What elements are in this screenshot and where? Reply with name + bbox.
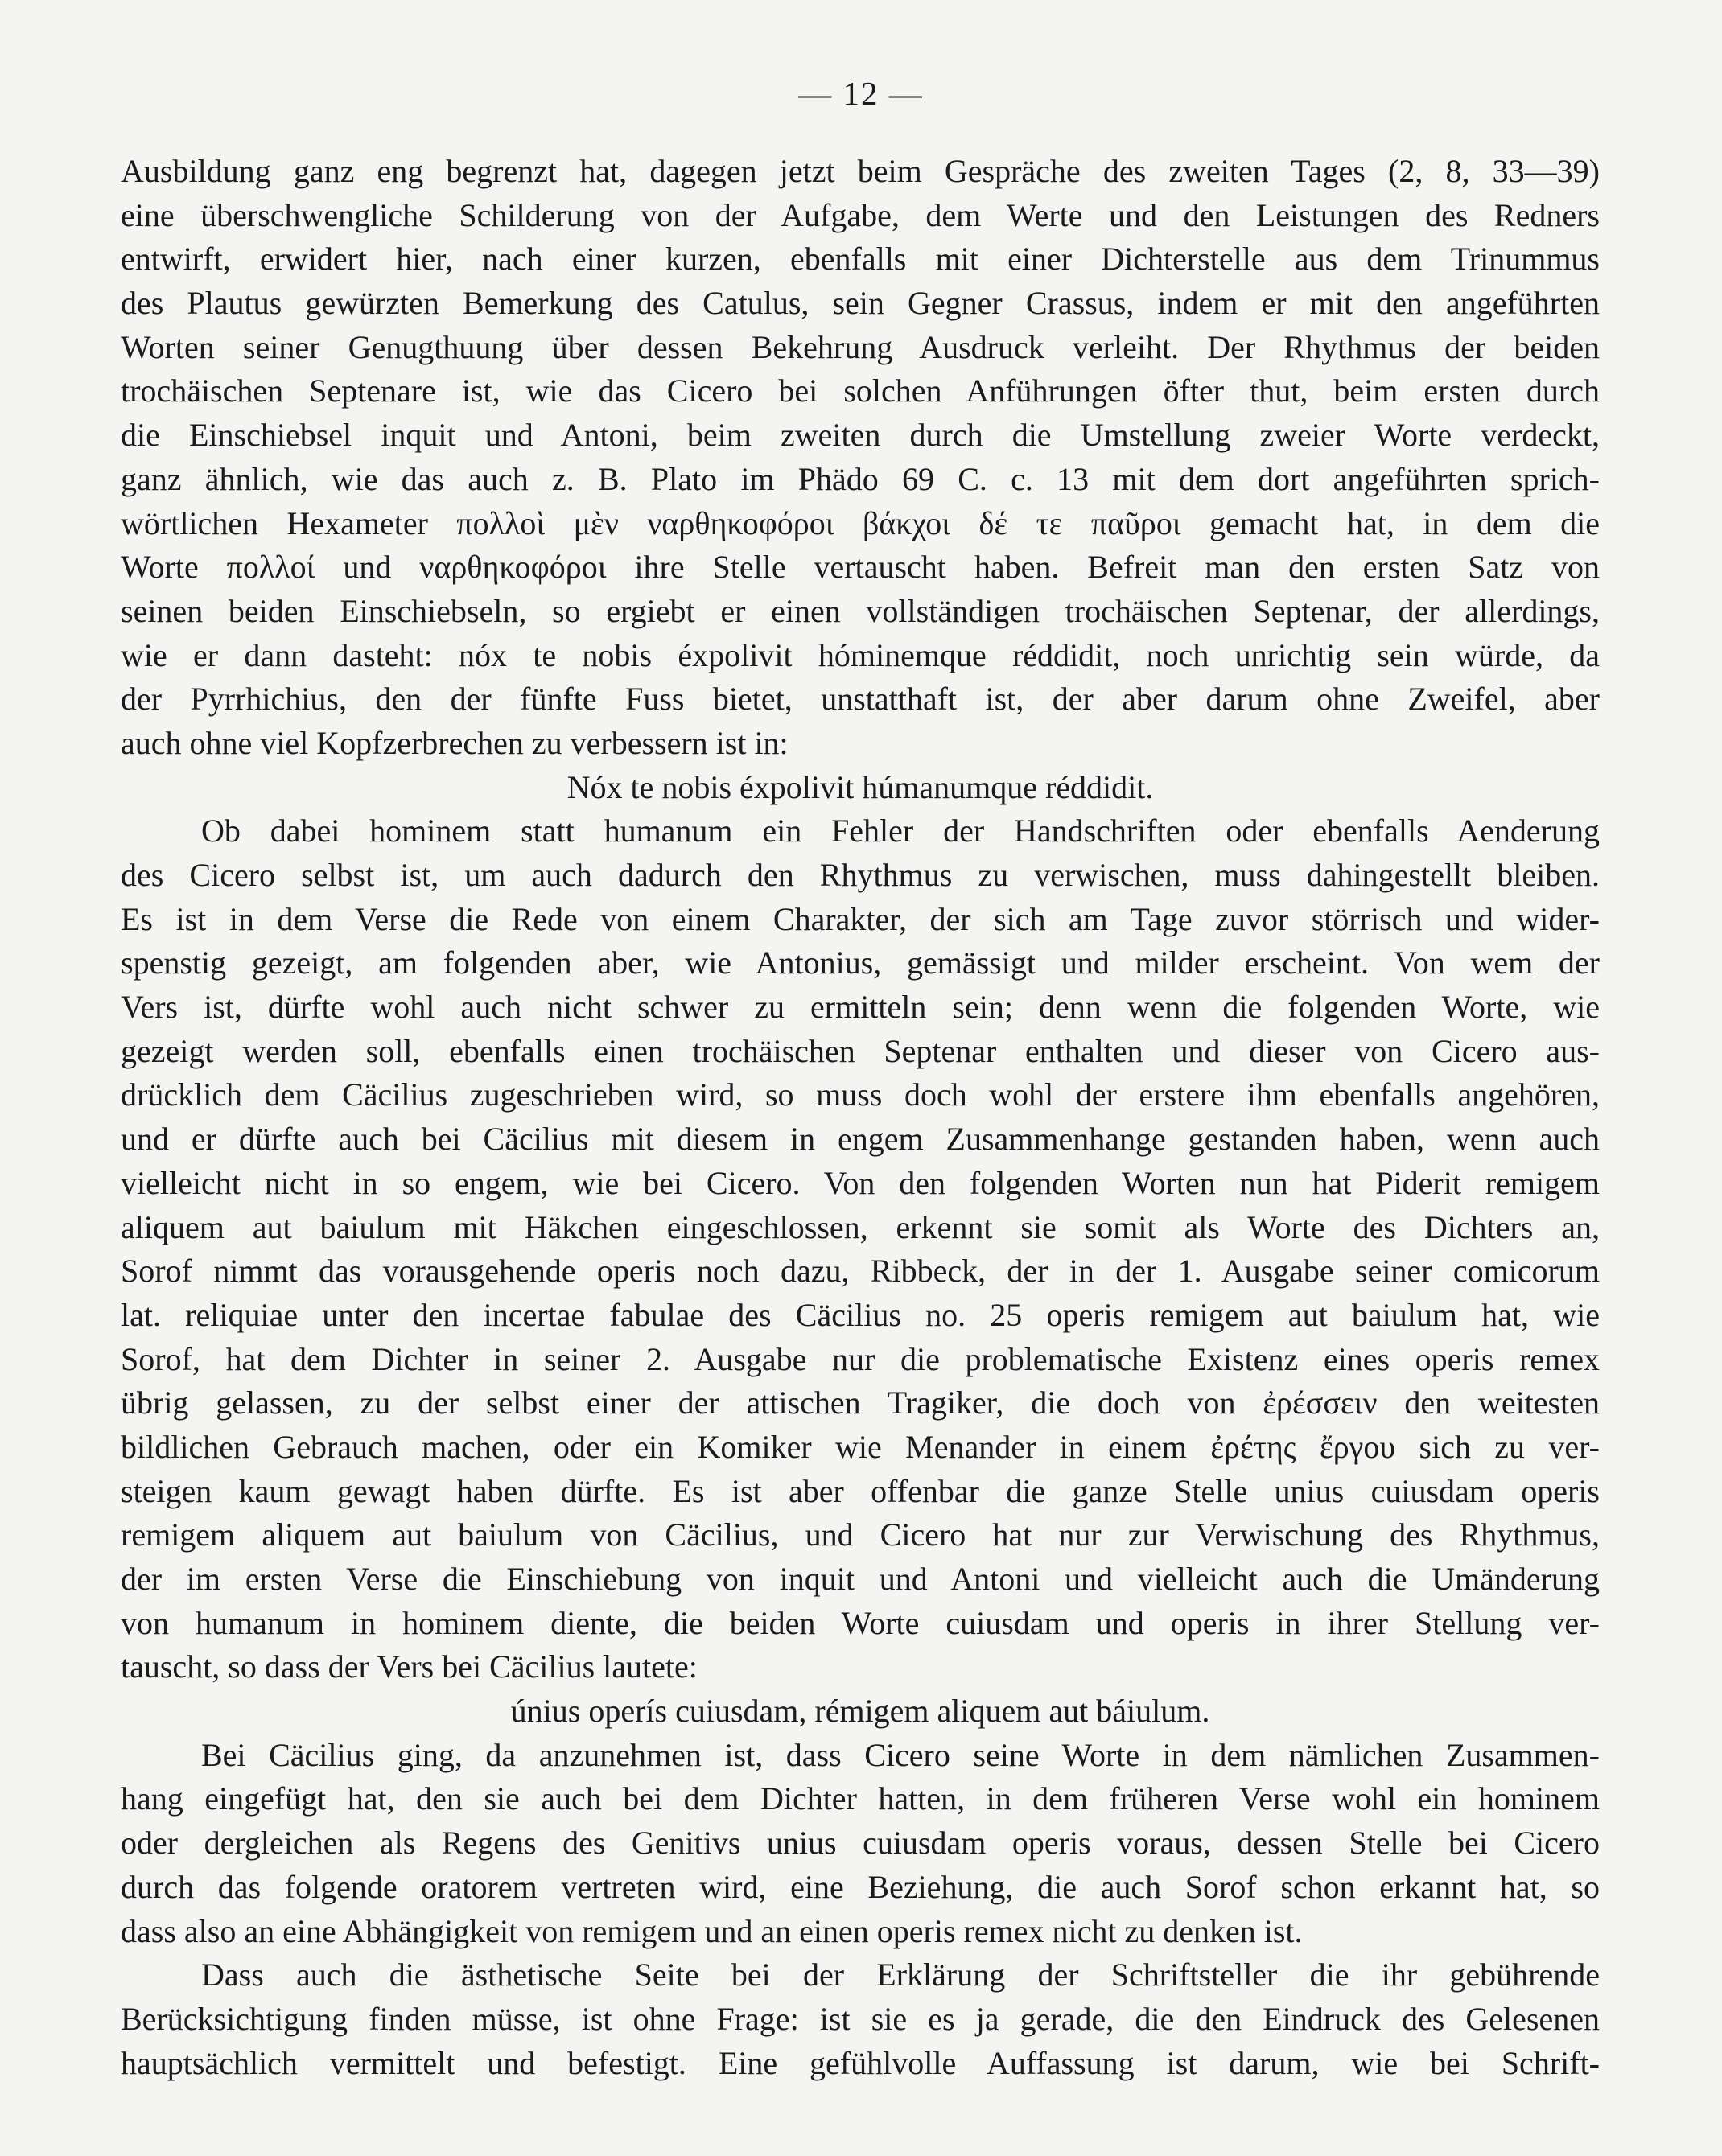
verse-quotation-line: Nóx te nobis éxpolivit húmanumque réddidit. [566, 768, 1154, 805]
text-line: bildlichen Gebrauch machen, oder ein Komiker wie Menander in einem ἐρέτης ἔργου sich zu ver- [121, 1428, 1600, 1465]
text-line: entwirft, erwidert hier, nach einer kurzen, ebenfalls mit einer Dichterstelle aus dem Trinummus [121, 241, 1600, 278]
text-line: von humanum in hominem diente, die beiden Worte cuiusdam und operis in ihrer Stellung ver- [121, 1604, 1600, 1641]
text-line: oder dergleichen als Regens des Genitivs unius cuiusdam operis voraus, dessen Stelle bei Cicero [121, 1825, 1600, 1862]
text-line: des Plautus gewürzten Bemerkung des Catulus, sein Gegner Crassus, indem er mit den angeführten [121, 285, 1600, 322]
text-line: Es ist in dem Verse die Rede von einem Charakter, der sich am Tage zuvor störrisch und wider- [121, 900, 1600, 937]
text-line: Sorof nimmt das vorausgehende operis noch dazu, Ribbeck, der in der 1. Ausgabe seiner comicorum [121, 1253, 1600, 1290]
text-line: Worten seiner Genugthuung über dessen Bekehrung Ausdruck verleiht. Der Rhythmus der beiden [121, 328, 1600, 365]
text-line: eine überschwengliche Schilderung von der Aufgabe, dem Werte und den Leistungen des Redners [121, 196, 1600, 233]
text-line: Berücksichtigung finden müsse, ist ohne Frage: ist sie es ja gerade, die den Eindruck des Gelesenen [121, 2000, 1600, 2037]
text-line: lat. reliquiae unter den incertae fabulae des Cäcilius no. 25 operis remigem aut baiulum hat, wie [121, 1296, 1600, 1333]
text-line: hang eingefügt hat, den sie auch bei dem Dichter hatten, in dem früheren Verse wohl ein hominem [121, 1780, 1600, 1817]
verse-quotation-line: únius operís cuiusdam, rémigem aliquem aut báiulum. [510, 1693, 1210, 1730]
text-line: durch das folgende oratorem vertreten wird, eine Beziehung, die auch Sorof schon erkannt hat, so [121, 1868, 1600, 1905]
text-line: seinen beiden Einschiebseln, so ergiebt er einen vollständigen trochäischen Septenar, der allerdings, [121, 592, 1600, 629]
text-line: gezeigt werden soll, ebenfalls einen trochäischen Septenar enthalten und dieser von Cicero aus- [121, 1032, 1600, 1069]
text-line: trochäischen Septenare ist, wie das Cicero bei solchen Anführungen öfter thut, beim ersten durch [121, 372, 1600, 409]
text-line: Worte πολλοί und ναρθηκοφόροι ihre Stelle vertauscht haben. Befreit man den ersten Satz von [121, 549, 1600, 586]
text-line: die Einschiebsel inquit und Antoni, beim zweiten durch die Umstellung zweier Worte verdeckt, [121, 417, 1600, 454]
text-line: hauptsächlich vermittelt und befestigt. Eine gefühlvolle Auffassung ist darum, wie bei Schrift- [121, 2044, 1600, 2081]
text-line: und er dürfte auch bei Cäcilius mit diesem in engem Zusammenhange gestanden haben, wenn auch [121, 1121, 1600, 1158]
text-line: remigem aliquem aut baiulum von Cäcilius, und Cicero hat nur zur Verwischung des Rhythmus, [121, 1516, 1600, 1553]
text-line: Ob dabei hominem statt humanum ein Fehler der Handschriften oder ebenfalls Aenderung [201, 813, 1600, 850]
text-line: spenstig gezeigt, am folgenden aber, wie Antonius, gemässigt und milder erscheint. Von wem der [121, 944, 1600, 981]
text-line: tauscht, so dass der Vers bei Cäcilius lautete: [121, 1648, 698, 1685]
text-line: Ausbildung ganz eng begrenzt hat, dagegen jetzt beim Gespräche des zweiten Tages (2, 8, 33—39) [121, 153, 1600, 189]
text-line: Sorof, hat dem Dichter in seiner 2. Ausgabe nur die problematische Existenz eines operis remex [121, 1340, 1600, 1377]
text-line: ganz ähnlich, wie das auch z. B. Plato im Phädo 69 C. c. 13 mit dem dort angeführten sprich- [121, 460, 1600, 497]
text-line: der im ersten Verse die Einschiebung von inquit und Antoni und vielleicht auch die Umänderung [121, 1561, 1600, 1597]
body-text [121, 150, 1600, 2085]
text-line: dass also an eine Abhängigkeit von remigem und an einen operis remex nicht zu denken ist. [121, 1912, 1303, 1949]
text-line: Dass auch die ästhetische Seite bei der Erklärung der Schriftsteller die ihr gebührende [201, 1956, 1600, 1993]
text-line: auch ohne viel Kopfzerbrechen zu verbessern ist in: [121, 724, 789, 761]
text-line: aliquem aut baiulum mit Häkchen eingeschlossen, erkennt sie somit als Worte des Dichters an, [121, 1208, 1600, 1245]
text-line: drücklich dem Cäcilius zugeschrieben wird, so muss doch wohl der erstere ihm ebenfalls angehören, [121, 1076, 1600, 1113]
text-line: Bei Cäcilius ging, da anzunehmen ist, dass Cicero seine Worte in dem nämlichen Zusammen- [201, 1736, 1600, 1773]
text-line: des Cicero selbst ist, um auch dadurch den Rhythmus zu verwischen, muss dahingestellt bleiben. [121, 857, 1600, 893]
text-line: steigen kaum gewagt haben dürfte. Es ist aber offenbar die ganze Stelle unius cuiusdam operis [121, 1472, 1600, 1509]
text-line: wörtlichen Hexameter πολλοὶ μὲν ναρθηκοφόροι βάκχοι δέ τε παῦροι gemacht hat, in dem die [121, 504, 1600, 541]
page-number: — 12 — [798, 75, 924, 112]
text-line: wie er dann dasteht: nóx te nobis éxpolivit hóminemque réddidit, noch unrichtig sein würde, da [121, 636, 1600, 673]
text-line: vielleicht nicht in so engem, wie bei Cicero. Von den folgenden Worten nun hat Piderit remigem [121, 1164, 1600, 1201]
text-line: übrig gelassen, zu der selbst einer der attischen Tragiker, die doch von ἐρέσσειν den weitesten [121, 1385, 1600, 1422]
text-line: der Pyrrhichius, den der fünfte Fuss bietet, unstatthaft ist, der aber darum ohne Zweifel, aber [121, 681, 1600, 718]
text-line: Vers ist, dürfte wohl auch nicht schwer zu ermitteln sein; denn wenn die folgenden Worte, wie [121, 989, 1600, 1026]
